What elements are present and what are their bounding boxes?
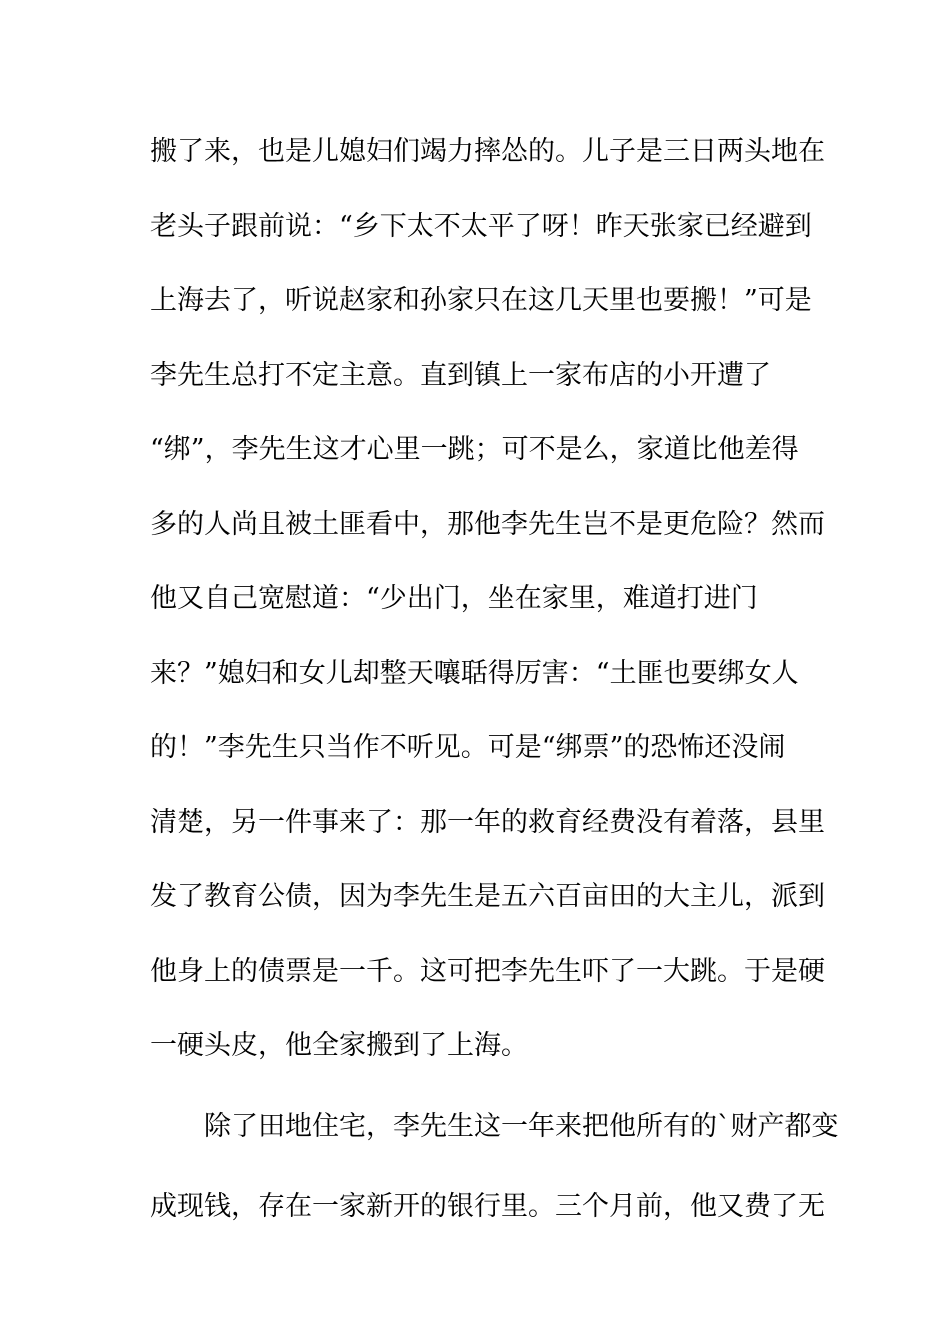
body-text	[150, 124, 839, 1253]
text-line: 李先生总打不定主意。直到镇上一家布店的小开遭了	[150, 359, 771, 391]
text-line: 来？”媳妇和女儿却整天嚷聒得厉害：“土匪也要绑女人	[150, 657, 799, 689]
text-line: 老头子跟前说：“乡下太不太平了呀！昨天张家已经避到	[150, 210, 812, 242]
paragraph-first-line: 除了田地住宅，李先生这一年来把他所有的`财产都变	[204, 1110, 839, 1142]
text-line: 他身上的债票是一千。这可把李先生吓了一大跳。于是硬	[150, 955, 825, 987]
text-line: 成现钱，存在一家新开的银行里。三个月前，他又费了无	[150, 1190, 825, 1222]
text-line: 搬了来，也是儿媳妇们竭力摔怂的。儿子是三日两头地在	[150, 136, 825, 167]
text-line: 的！”李先生只当作不听见。可是“绑票”的恐怖还没闹	[150, 732, 786, 763]
text-line: 发了教育公债，因为李先生是五六百亩田的大主儿，派到	[150, 881, 825, 912]
text-line: 他又自己宽慰道：“少出门，坐在家里，难道打进门	[150, 583, 758, 614]
text-line: 多的人尚且被土匪看中，那他李先生岂不是更危险？然而	[150, 508, 825, 540]
text-line: “绑”，李先生这才心里一跳；可不是么，家道比他差得	[150, 434, 799, 465]
text-line: 清楚，另一件事来了：那一年的救育经费没有着落，县里	[150, 806, 825, 838]
text-line: 一硬头皮，他全家搬到了上海。	[150, 1030, 528, 1061]
text-line: 上海去了，听说赵家和孙家只在这几天里也要搬！”可是	[150, 285, 812, 316]
